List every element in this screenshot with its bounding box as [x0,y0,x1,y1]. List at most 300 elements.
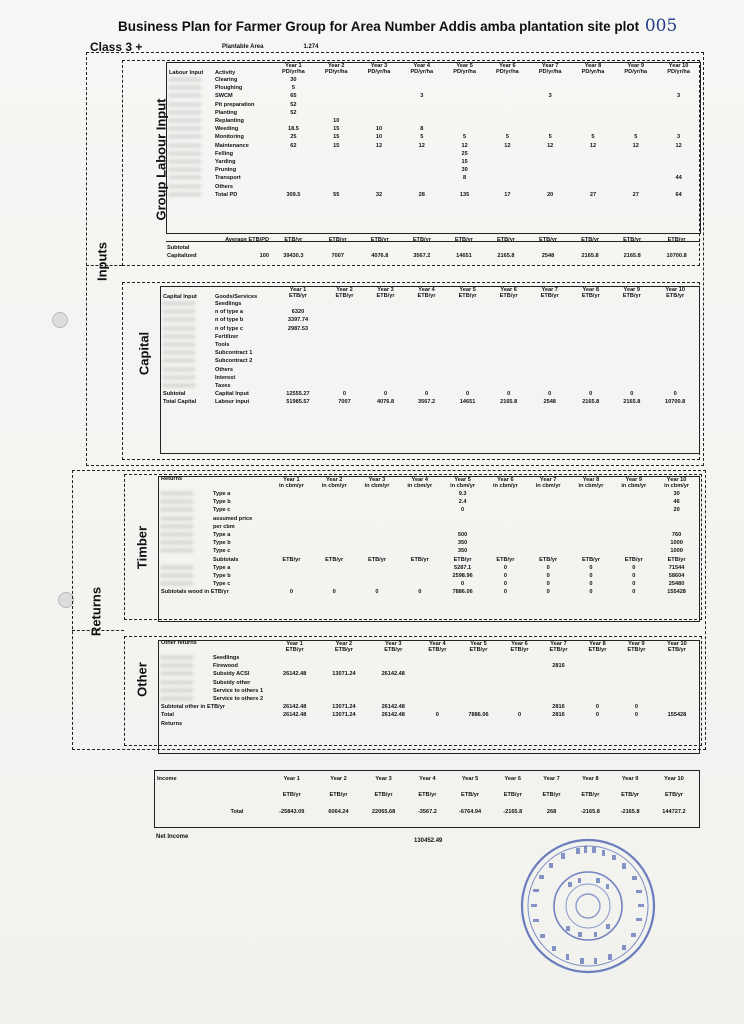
value-cell [529,357,570,365]
other-subtotal-label: Subtotal other in ETB/yr [161,704,226,711]
margin-annotation: xxxxxxxx [169,77,202,83]
margin-annotation: xxxxxxxx [161,523,194,530]
capital-label: Capital [136,331,152,376]
value-cell [400,101,443,109]
inputs-label: Inputs [94,242,110,281]
value-cell: 12 [589,142,597,149]
binder-hole-top [52,312,68,328]
income-total-value: 144727.2 [662,808,686,815]
value-cell [398,572,441,580]
value-cell: 7007 [338,399,351,406]
table-row [168,142,700,150]
value-cell [324,300,365,308]
value-cell [270,515,313,523]
value-cell [406,333,447,341]
subtotals-label: Subtotals [213,556,239,563]
income-unit: ETB/yr [503,791,522,798]
spacer-cell [401,244,443,252]
capital-header-row [162,286,698,300]
table-row [160,572,698,580]
other-header-row [160,640,698,654]
value-cell [447,374,488,382]
value-cell: 13071.24 [332,712,356,719]
value-cell [272,158,315,166]
value-cell [656,654,698,662]
value-cell: 0 [589,564,593,571]
value-cell [447,341,488,349]
table-row [168,117,700,125]
value-cell [488,308,529,316]
income-year-header: Year 10 [664,775,684,782]
value-cell: 26142.48 [381,704,405,711]
value-cell [572,101,615,109]
income-unit: ETB/yr [329,791,348,798]
value-cell [365,366,406,374]
labour-subtotal-value: 4076.8 [371,253,389,260]
row-label: Interest [215,374,236,381]
value-cell [356,564,399,572]
value-cell: 2165.8 [500,399,518,406]
value-cell [315,174,358,182]
labour-table [168,62,700,199]
row-label: SWCM [215,93,233,100]
class-label: Class 3 + [90,40,143,54]
value-cell [358,150,401,158]
row-label: Clearing [215,77,238,83]
value-cell: 5 [291,85,295,92]
etb-header: ETB/yr [454,237,473,243]
value-cell [612,515,655,523]
margin-annotation: xxxxxxxx [169,167,202,174]
value-cell: 0 [418,589,422,596]
value-cell [319,695,368,703]
year-4-header: Year 4 PD/yr/ha [410,62,434,75]
row-label: per cbm [213,523,235,530]
value-cell [272,117,315,125]
table-row [160,564,698,572]
value-cell [398,523,441,531]
table-row [162,382,698,390]
row-label: Transport [215,175,241,182]
value-cell [527,531,570,539]
value-cell: 15 [333,134,340,141]
etb-header: ETB/yr [412,237,431,243]
row-label: Subsidy ACSI [213,671,250,678]
row-label: Fertilizer [215,333,239,340]
value-cell [457,654,500,662]
table-row [168,166,700,174]
margin-annotation: xxxxxxxx [161,499,194,506]
value-cell [315,92,358,100]
labour-corner: Labour Input [169,69,204,76]
value-cell [324,325,365,333]
margin-annotation: xxxxxxxx [161,696,194,703]
value-cell [358,117,401,125]
margin-annotation: xxxxxxxx [169,134,202,141]
value-cell: 3 [548,93,552,100]
value-cell [500,679,539,687]
row-label: Type b [213,573,231,580]
value-cell [612,490,655,498]
value-cell [398,515,441,523]
value-cell [578,679,617,687]
value-cell [572,166,615,174]
table-row [168,84,700,92]
value-cell [313,547,356,555]
value-cell [447,325,488,333]
income-year-header: Year 8 [582,775,599,782]
value-cell: 350 [457,548,468,555]
value-cell [356,523,399,531]
value-cell: 2987.53 [287,325,309,332]
value-cell [572,109,615,117]
value-cell [319,662,368,670]
year-10-header: Year 10 ETB/yr [667,640,687,653]
value-cell [418,662,457,670]
value-cell [272,374,324,382]
table-row [160,670,698,678]
value-cell [652,316,698,324]
value-cell [398,539,441,547]
value-cell: 135 [459,191,470,198]
value-cell: 51985.57 [286,399,310,406]
value-cell [500,662,539,670]
value-cell [272,300,324,308]
value-cell: 5 [505,134,509,141]
value-cell: 13071.24 [332,704,356,711]
value-cell: 14651 [459,399,476,406]
margin-annotation: xxxxxxxx [169,93,202,100]
value-cell [488,325,529,333]
value-cell [656,695,698,703]
value-cell [356,490,399,498]
value-cell: 55 [333,191,340,198]
value-cell [398,580,441,588]
table-row [160,539,698,547]
value-cell: 1000 [670,548,683,555]
value-cell [315,166,358,174]
value-cell [614,183,657,191]
value-cell [529,158,572,166]
margin-annotation: xxxxxxxx [169,85,202,92]
value-cell [652,366,698,374]
value-cell: 0 [589,589,593,596]
value-cell: 0 [634,712,638,719]
labour-header-row [168,62,700,76]
value-cell [358,101,401,109]
year-10-header: Year 10 PD/yr/ha [667,62,690,75]
activity-header: Activity [215,69,236,76]
value-cell: 8 [420,126,424,133]
margin-annotation: xxxxxxxx [163,350,196,357]
value-cell: 27 [632,191,639,198]
year-5-header: Year 5 ETB/yr [458,286,477,299]
value-cell [539,654,578,662]
value-cell [324,308,365,316]
value-cell [358,76,401,84]
labour-subtotal-value: 2165.8 [581,253,599,260]
value-cell: 309.5 [286,191,301,198]
margin-annotation: xxxxxxxx [161,687,194,694]
value-cell [358,109,401,117]
table-row [160,687,698,695]
value-cell [418,679,457,687]
table-row [162,316,698,324]
labour-subtotal-value: 10700.8 [666,253,687,260]
value-cell [400,183,443,191]
value-cell: 3 [420,93,424,100]
value-cell [418,687,457,695]
value-cell: 4076.8 [376,399,395,406]
table-row [160,580,698,588]
other-corner: Other returns [161,640,197,646]
value-cell: 0 [375,589,379,596]
value-cell [356,515,399,523]
margin-annotation: xxxxxxxx [161,515,194,522]
value-cell [270,687,319,695]
value-cell [529,76,572,84]
value-cell [365,333,406,341]
value-cell [313,523,356,531]
value-cell: 71544 [668,564,685,571]
value-cell [365,374,406,382]
table-row [162,349,698,357]
table-row [168,109,700,117]
row-label: Maintenance [215,142,249,149]
table-row [168,150,700,158]
table-row [162,341,698,349]
income-total-value: -2165.8 [580,808,600,815]
margin-annotation: xxxxxxxx [163,358,196,365]
value-cell [652,308,698,316]
timber-corner: Returns [161,476,183,482]
row-label: Type c [213,507,231,514]
table-row [160,547,698,555]
row-label: Planting [215,109,238,116]
value-cell [529,308,570,316]
avg-etb-value: 100 [259,253,269,260]
value-cell [369,695,418,703]
table-row [160,498,698,506]
value-cell [612,531,655,539]
value-cell [570,506,613,514]
table-row [162,366,698,374]
row-label: Service to others 2 [213,696,264,703]
timber-header-row [160,476,698,490]
etb-header: ETB/yr [624,556,643,563]
value-cell [447,366,488,374]
value-cell [443,125,486,133]
value-cell [617,662,656,670]
value-cell [324,374,365,382]
capital-total-row-label-2: Labour input [215,399,250,406]
value-cell: 3 [677,134,681,141]
value-cell [486,174,529,182]
margin-annotation: xxxxxxxx [161,655,194,661]
labour-etb-header-row [166,236,700,244]
year-9-header: Year 9 PD/yr/ha [624,62,648,75]
value-cell [365,382,406,390]
value-cell [572,125,615,133]
value-cell: 30 [673,491,680,497]
spacer-cell [270,244,317,252]
spacer-cell [569,244,611,252]
income-unit: ETB/yr [461,791,480,798]
value-cell [398,564,441,572]
labour-subtotal-value: 3567.2 [413,253,431,260]
value-cell [614,158,657,166]
value-cell [484,498,527,506]
value-cell: 5 [420,134,424,141]
value-cell [313,498,356,506]
capital-total-row [162,398,698,406]
plantable-area [222,44,318,50]
year-2-header: Year 2 PD/yr/ha [324,62,348,75]
value-cell [539,670,578,678]
value-cell: 10 [375,134,383,141]
row-label: assumed price [213,515,253,522]
value-cell: 0 [517,712,522,719]
year-1-header: Year 1 PD/yr/ha [282,62,305,75]
value-cell [612,523,655,531]
value-cell [614,76,657,84]
margin-annotation: xxxxxxxx [161,671,194,678]
value-cell [270,695,319,703]
spacer-cell [527,244,569,252]
year-3-header: Year 3 ETB/yr [384,640,403,653]
table-row [160,695,698,703]
table-row [160,515,698,523]
margin-annotation: xxxxxxxx [169,150,202,157]
value-cell: 5 [591,134,595,141]
value-cell: 7886.06 [452,589,473,596]
value-cell [418,654,457,662]
value-cell [570,531,613,539]
other-label: Other [134,662,150,697]
value-cell [358,84,401,92]
value-cell [484,506,527,514]
value-cell: 65 [290,93,297,100]
value-cell [488,333,529,341]
value-cell [570,325,611,333]
value-cell [657,84,700,92]
value-cell [529,325,570,333]
income-table [156,772,698,820]
labour-subtotal-value: 2165.8 [497,253,515,260]
margin-annotation: xxxxxxxx [169,118,202,125]
row-label: Weeding [215,126,239,133]
value-cell [657,101,700,109]
value-cell [365,308,406,316]
value-cell: 3 [677,93,681,100]
value-cell [527,498,570,506]
value-cell [500,670,539,678]
value-cell [484,523,527,531]
value-cell: 18.5 [287,126,299,133]
title-text: Business Plan for Farmer Group for Area Number Addis amba plantation site plot [118,19,640,34]
year-4-header: Year 4 ETB/yr [428,640,447,653]
margin-annotation: xxxxxxxx [161,507,194,514]
year-2-header: Year 2 ETB/yr [334,640,353,653]
table-row [162,325,698,333]
value-cell [398,547,441,555]
value-cell: 10 [375,126,383,133]
table-row [162,300,698,308]
income-header-row [156,772,698,786]
value-cell [457,670,500,678]
value-cell: 58604 [668,573,685,580]
value-cell [457,662,500,670]
value-cell: 26142.48 [282,671,307,678]
row-label: Seedlings [213,655,240,661]
income-year-header: Year 4 [419,775,436,782]
capital-subtotal-row-label-2: Capital Input [215,391,249,398]
value-cell [356,547,399,555]
value-cell [315,183,358,191]
value-cell [441,523,484,531]
value-cell [652,349,698,357]
value-cell: 44 [675,175,682,182]
value-cell [272,166,315,174]
value-cell: 2816 [552,663,565,670]
labour-subtotal-value: 7007 [331,253,344,260]
income-corner: Income [157,775,177,782]
value-cell [657,76,700,84]
net-income-value: 130452.49 [414,838,443,844]
income-total-value: -2165.8 [503,808,523,815]
value-cell [529,349,570,357]
table-row [160,506,698,514]
margin-annotation: xxxxxxxx [169,175,202,182]
value-cell: 0 [589,581,593,588]
value-cell: 0 [503,573,507,580]
table-row [168,191,700,199]
value-cell [457,679,500,687]
year-7-header: Year 7 ETB/yr [540,286,559,299]
value-cell [400,150,443,158]
inputs-left-tick [86,265,122,266]
row-label: Firewood [213,663,238,670]
value-cell: 0 [634,704,638,711]
table-row [160,654,698,662]
value-cell: 0 [466,391,470,398]
other-returns-row [160,720,698,728]
value-cell [369,662,418,670]
value-cell [652,300,698,308]
value-cell [272,341,324,349]
value-cell [272,150,315,158]
labour-subtotal-value: 14651 [456,253,472,260]
year-1-header: Year 1 ETB/yr [288,286,307,299]
margin-annotation: xxxxxxxx [163,325,196,332]
value-cell: 25480 [668,581,685,588]
value-cell [488,366,529,374]
value-cell: 32 [375,191,383,198]
value-cell: 0 [342,391,347,398]
capital-total-row-label: Total Capital [163,399,197,406]
row-label: Pit preparation [215,101,255,108]
labour-subtotal-value: 2165.8 [623,253,641,260]
row-label: Type c [213,581,231,588]
row-label: Yarding [215,159,236,166]
value-cell [614,92,657,100]
value-cell: 0 [632,564,636,571]
income-total-value: -6764.94 [459,808,482,815]
income-year-header: Year 1 [283,775,300,782]
timber-subtotals-header [160,556,698,564]
value-cell [657,117,700,125]
value-cell [529,374,570,382]
